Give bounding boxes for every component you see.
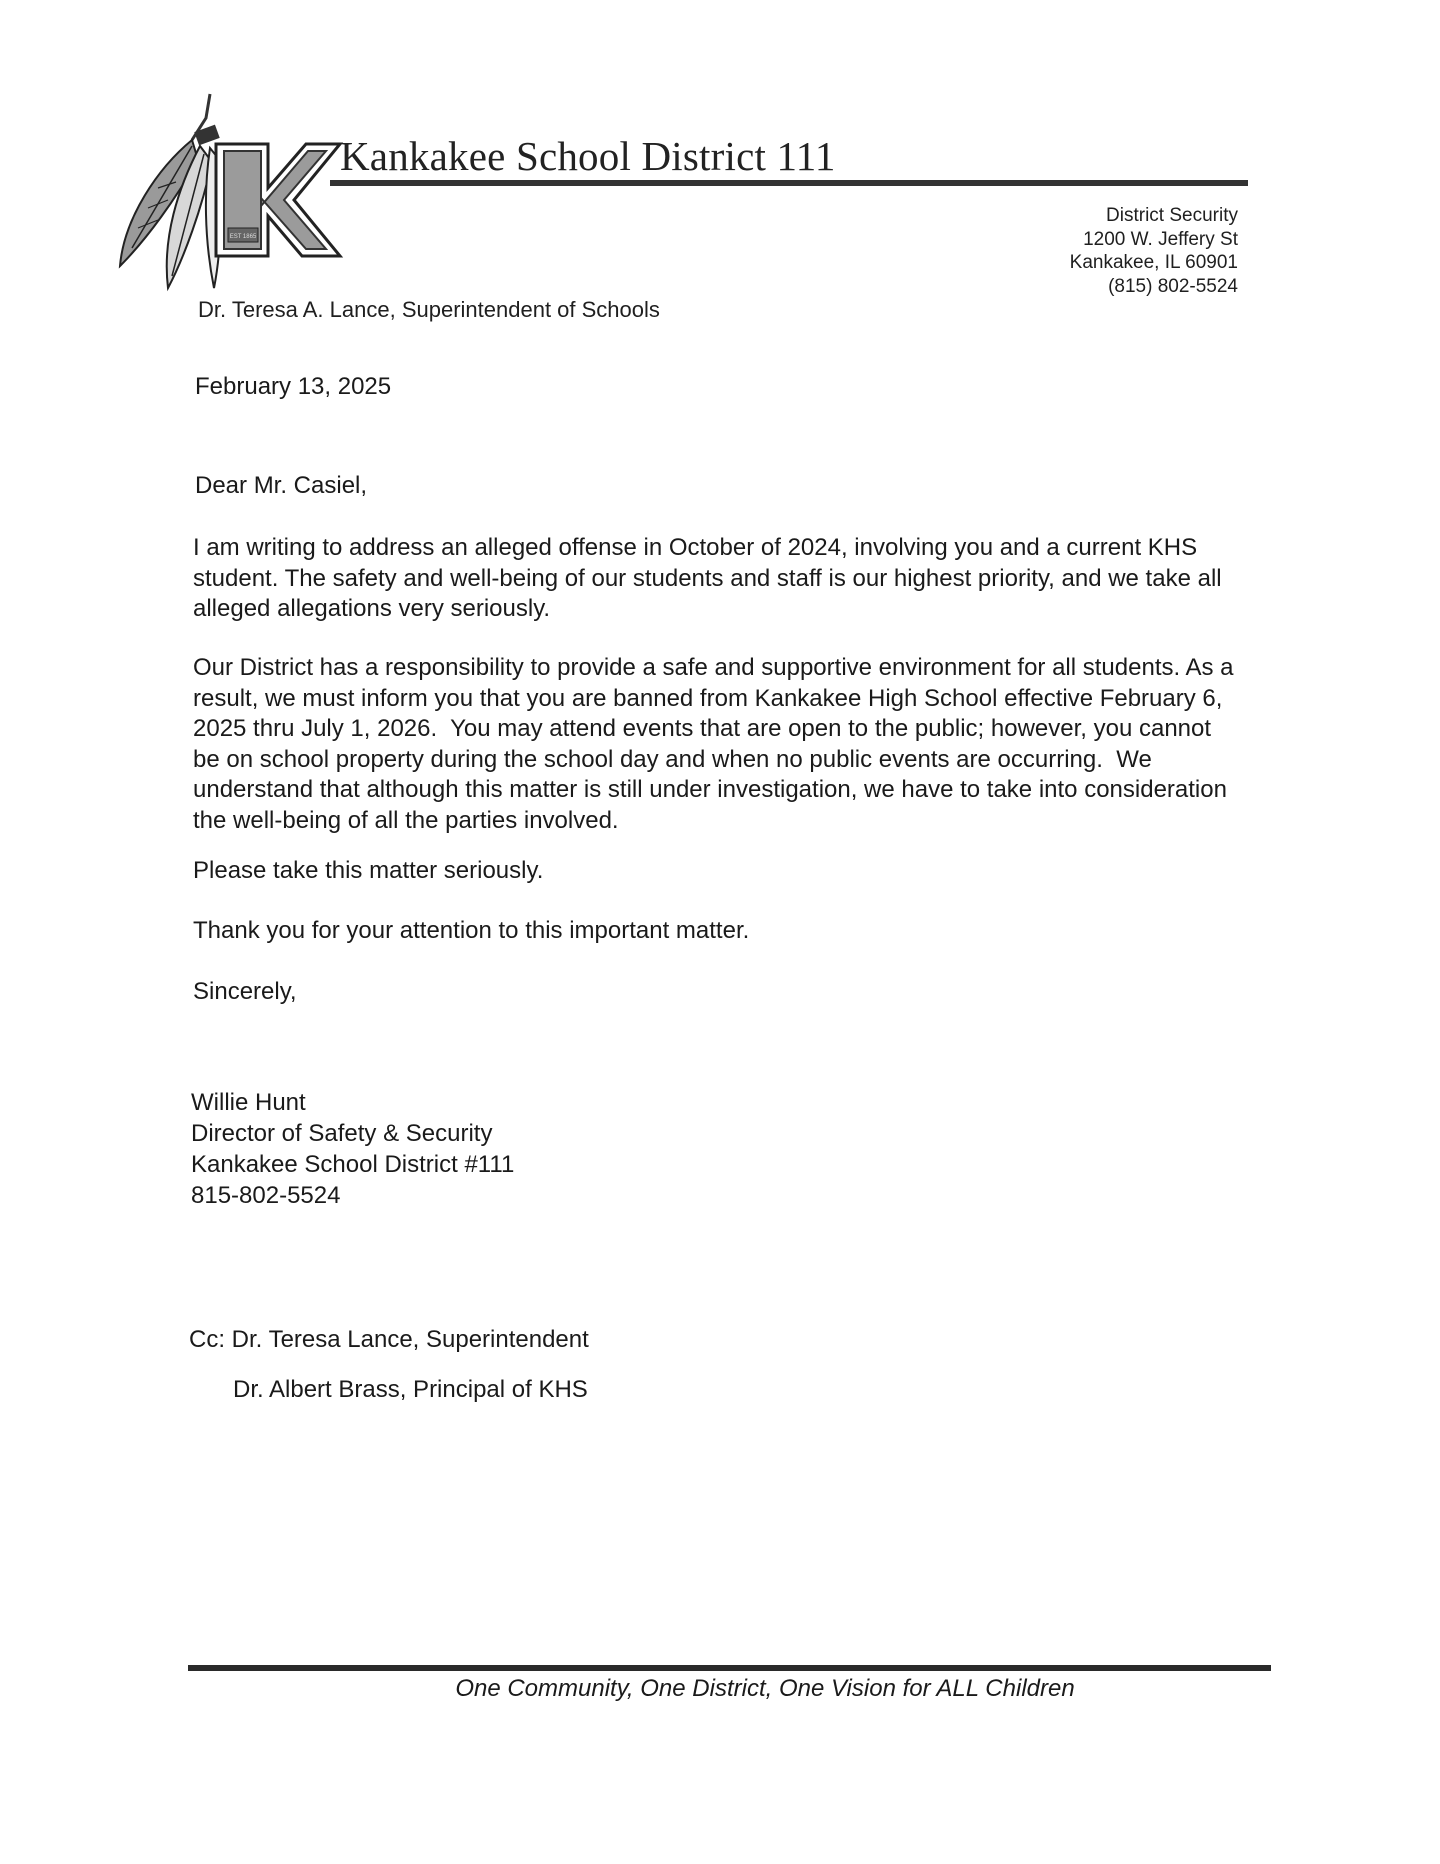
- paragraph-line: result, we must inform you that you are banned from Kankakee High School effective February 6,: [193, 684, 1223, 712]
- signer-phone: 815-802-5524: [191, 1182, 341, 1209]
- address-phone: (815) 802-5524: [1108, 275, 1238, 297]
- paragraph-line: understand that although this matter is still under investigation, we have to take into consideration: [193, 776, 1227, 803]
- closing: Sincerely,: [193, 978, 297, 1005]
- signer-organization: Kankakee School District #111: [191, 1151, 515, 1178]
- k-feather-logo-icon: [118, 88, 348, 300]
- superintendent-line: Dr. Teresa A. Lance, Superintendent of Schools: [198, 297, 660, 322]
- paragraph-line: I am writing to address an alleged offense in October of 2024, involving you and a current KHS: [193, 534, 1198, 561]
- sender-address-block: [1070, 204, 1238, 298]
- cc-line-1: Cc: Dr. Teresa Lance, Superintendent: [189, 1326, 589, 1353]
- cc-line-2: Dr. Albert Brass, Principal of KHS: [233, 1376, 588, 1403]
- district-name: Kankakee School District 111: [340, 133, 836, 179]
- footer-motto: One Community, One District, One Vision for ALL Children: [455, 1675, 1075, 1702]
- address-department: District Security: [1106, 205, 1238, 226]
- footer-divider: [188, 1665, 1271, 1671]
- paragraph-1: [193, 533, 1222, 625]
- district-logo: [118, 88, 348, 300]
- address-street: 1200 W. Jeffery St: [1083, 228, 1238, 250]
- paragraph-line: student. The safety and well-being of our students and staff is our highest priority, and we take all: [193, 564, 1222, 592]
- letter-date: February 13, 2025: [195, 373, 392, 400]
- signer-title: Director of Safety & Security: [191, 1120, 493, 1147]
- header-divider: [330, 180, 1248, 186]
- paragraph-3: Please take this matter seriously.: [193, 857, 544, 884]
- paragraph-4: Thank you for your attention to this important matter.: [193, 917, 750, 944]
- paragraph-line: be on school property during the school day and when no public events are occurring. We: [193, 745, 1152, 773]
- salutation: Dear Mr. Casiel,: [195, 472, 368, 499]
- signer-name: Willie Hunt: [191, 1089, 306, 1116]
- logo-est-text: EST 1865: [229, 234, 257, 240]
- paragraph-line: alleged allegations very seriously.: [193, 595, 551, 622]
- paragraph-2: [193, 653, 1234, 836]
- paragraph-line: Our District has a responsibility to provide a safe and supportive environment for all students. As a: [193, 654, 1234, 681]
- address-city: Kankakee, IL 60901: [1069, 252, 1238, 273]
- signature-block: [191, 1087, 514, 1211]
- paragraph-line: the well-being of all the parties involved.: [193, 806, 619, 834]
- paragraph-line: 2025 thru July 1, 2026. You may attend events that are open to the public; however, you cannot: [193, 715, 1212, 742]
